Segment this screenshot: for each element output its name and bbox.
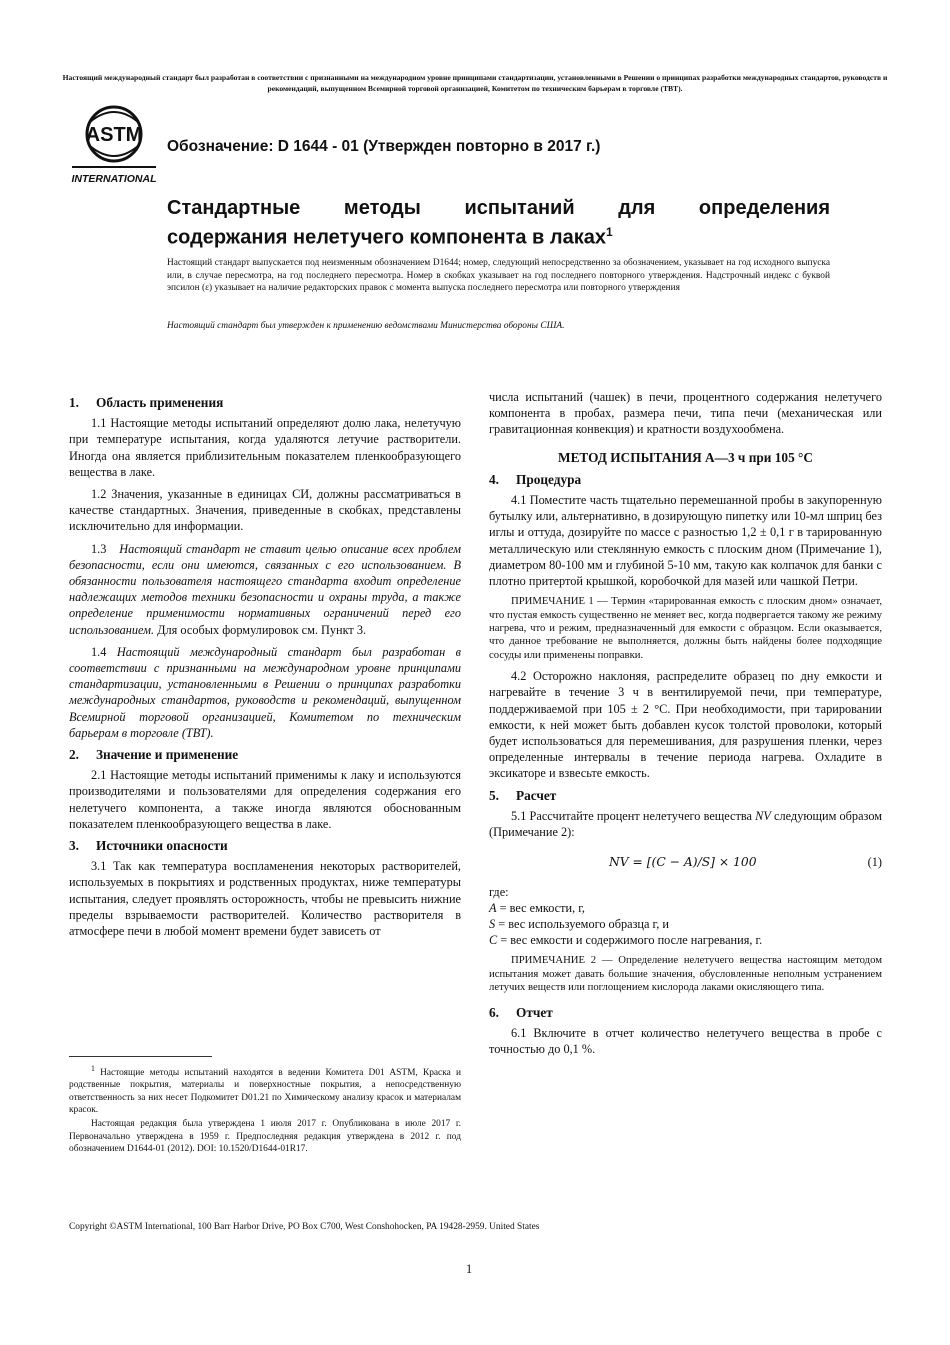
page-number: 1 — [466, 1262, 473, 1276]
copyright: Copyright ©ASTM International, 100 Barr Harbor Drive, PO Box C700, West Conshohocken, PA 19428-2959. United States — [69, 1222, 540, 1232]
designation: Обозначение: D 1644 - 01 (Утвержден повторно в 2017 г.) — [167, 138, 601, 155]
paragraph-1-3: 1.3 Настоящий стандарт не ставит целью описание всех проблем безопасности, если они имеются, связанных с его использованием. В обязанности пользователя настоящего стандарта входит определение надлежащих методов техники безопасности и охраны труда, а также определение применимости нормативных ограничений перед его использованием. Для особых формулировок см. Пункт 3. — [69, 541, 461, 637]
def-a: A = вес емкости, г, — [489, 901, 585, 916]
document-title — [167, 196, 830, 250]
where-label: где: — [489, 885, 509, 900]
section-2-heading: 2. Значение и применение — [69, 747, 239, 763]
logo-text: ASTM — [85, 124, 143, 146]
section-3-heading: 3. Источники опасности — [69, 838, 228, 854]
paragraph-3-1: 3.1 Так как температура воспламенения некоторых растворителей, используемых в покрытиях и родственных продуктах, ниже температуры испытания, следует проявлять осторожность, чтобы не превысить нижние пределы взрываемости растворителей. Количество растворителя в атмосфере печи в любой момент времени будет зависеть от — [69, 859, 461, 939]
note-2: ПРИМЕЧАНИЕ 2 — Определение нелетучего вещества настоящим методом испытания может давать большие значения, обусловленные неполным устранением летучих веществ или поглощением кислорода лаками окисляющего типа. — [489, 954, 882, 994]
paragraph-4-2: 4.2 Осторожно наклоняя, распределите образец по дну емкости и нагревайте в течение 3 ч в вентилируемой печи, при температуре, поддерживаемой при 105 ± 2 °C. При необходимости, при тарировании емкости, к ней может быть добавлен кусок толстой проволоки, который будет использоваться для перемешивания, для разрушения пленки, через определенные интервалы в течение периода нагрева. Охладите в эксикаторе и взвесьте емкость. — [489, 669, 882, 781]
dod-approval-note: Настоящий стандарт был утвержден к применению ведомствами Министерства обороны США. — [167, 321, 565, 331]
nv-formula: NV = [(C − A)/S] × 100 — [609, 855, 757, 870]
equation-1 — [489, 846, 882, 880]
intl-standard-notice: Настоящий международный стандарт был разработан в соответствии с признанными на международном уровне принципами стандартизации, установленными в Решении о принципах разработки международных стандартов, руководств и рекомендаций, выпущенном Всемирной торговой организацией, Комитетом по техническим барьерам в торговле (ТВТ). — [62, 73, 888, 93]
def-c: C = вес емкости и содержимого после нагревания, г. — [489, 933, 763, 948]
paragraph-2-1: 2.1 Настоящие методы испытаний применимы к лаку и используются производителями и пользователями для определения содержания его нелетучего компонента, а также иногда являются обоснованным показателем пленкообразующего вещества в лаке. — [69, 768, 461, 831]
astm-logo — [68, 104, 160, 186]
paragraph-1-2: 1.2 Значения, указанные в единицах СИ, должны рассматриваться в качестве стандартных. Значения, приведенные в скобках, представлены исключительно для информации. — [69, 487, 461, 534]
issuance-note: Настоящий стандарт выпускается под неизменным обозначением D1644; номер, следующий непосредственно за обозначением, указывает на год исходного выпуска или, в случае пересмотра, на год последнего пересмотра. Номер в скобках указывает на год последнего повторного утверждения. Надстрочный индекс с буквой эпсилон (ε) указывает на наличие редакторских правок с момента выпуска последнего пересмотра или повторного утверждения — [167, 258, 830, 294]
paragraph-3-1-continued: числа испытаний (чашек) в печи, процентного содержания нелетучего компонента в пробах, размера печи, типа печи (механическая или гравитационная конвекция) и кратности воздухообмена. — [489, 390, 882, 437]
variable-definitions — [489, 884, 882, 948]
paragraph-1-4: 1.4 Настоящий международный стандарт был разработан в соответствии с признанными на международном уровне принципами стандартизации, установленными в Решении о принципах разработки международных стандартов, руководств и рекомендаций, выпущенном Всемирной торговой организацией, Комитетом по техническим барьерам в торговле (ТВТ). — [69, 644, 461, 740]
right-column — [489, 389, 882, 1063]
paragraph-4-1: 4.1 Поместите часть тщательно перемешанной пробы в закупоренную бутылку или, альтернативно, в дозирующую пипетку или 10-мл шприц без иглы и оттуда, дозируйте по массе с разностью 1,2 ± 0,1 г в тарированную металлическую или стеклянную емкость с плоским дном (Примечание 1), диаметром 80-100 мм и глубиной 5-10 мм, такую как колпачок для банки с плотно притертой крышкой, коробочкой для мазей или чашкой Петри. — [489, 493, 882, 589]
def-s: S = вес используемого образца г, и — [489, 917, 669, 932]
footnotes — [69, 1063, 461, 1157]
left-column — [69, 389, 461, 945]
paragraph-1-1: 1.1 Настоящие методы испытаний определяют долю лака, нелетучую при температуре испытания, когда удаляются летучие растворители. Иногда она является приблизительным показателем пленкообразующего вещества в лаке. — [69, 416, 461, 479]
footnote-2: Настоящая редакция была утверждена 1 июля 2017 г. Опубликована в июле 2017 г. Первоначально утверждена в 1959 г. Предпоследняя редакция утверждена в 2012 г. под обозначением D1644-01 (2012). DOI: 10.1520/D1644-01R17. — [69, 1119, 461, 1154]
section-6-heading: 6. Отчет — [489, 1004, 553, 1020]
footnote-divider — [69, 1056, 212, 1057]
logo-subtext: INTERNATIONAL — [71, 173, 157, 185]
method-a-heading: МЕТОД ИСПЫТАНИЯ A—3 ч при 105 °C — [558, 449, 813, 465]
paragraph-6-1: 6.1 Включите в отчет количество нелетучего вещества в пробе с точностью до 0,1 %. — [489, 1025, 882, 1056]
section-5-heading: 5. Расчет — [489, 787, 557, 803]
title-footnote-mark: 1 — [605, 225, 613, 239]
title-line-1: Стандартные методы испытаний для определения — [167, 197, 830, 219]
title-line-2: содержания нелетучего компонента в лаках — [167, 226, 606, 249]
footnote-1: $^1$ Настоящие методы испытаний находятся в ведении Комитета D01 ASTM, Краска и родственные покрытия, материалы и поверхностные покрытия, а непосредственную ответственность за них несет Подкомитет D01.21 по Химическому анализу красок и материалам красок. — [69, 1064, 461, 1116]
section-1-heading: 1. Область применения — [69, 395, 224, 410]
section-4-heading: 4. Процедура — [489, 471, 582, 487]
note-1: ПРИМЕЧАНИЕ 1 — Термин «тарированная емкость с плоским дном» означает, что пустая емкость существенно не меняет вес, когда подвергается такому же режиму нагрева, что и режим, предназначенный для емкости с образцом. Если оказывается, что данное требование не выполняется, должны быть найдены более подходящие сосуды или применены поправки. — [489, 595, 882, 661]
equation-number: (1) — [867, 855, 882, 870]
paragraph-5-1: 5.1 Рассчитайте процент нелетучего вещества NV следующим образом (Примечание 2): — [489, 808, 883, 840]
